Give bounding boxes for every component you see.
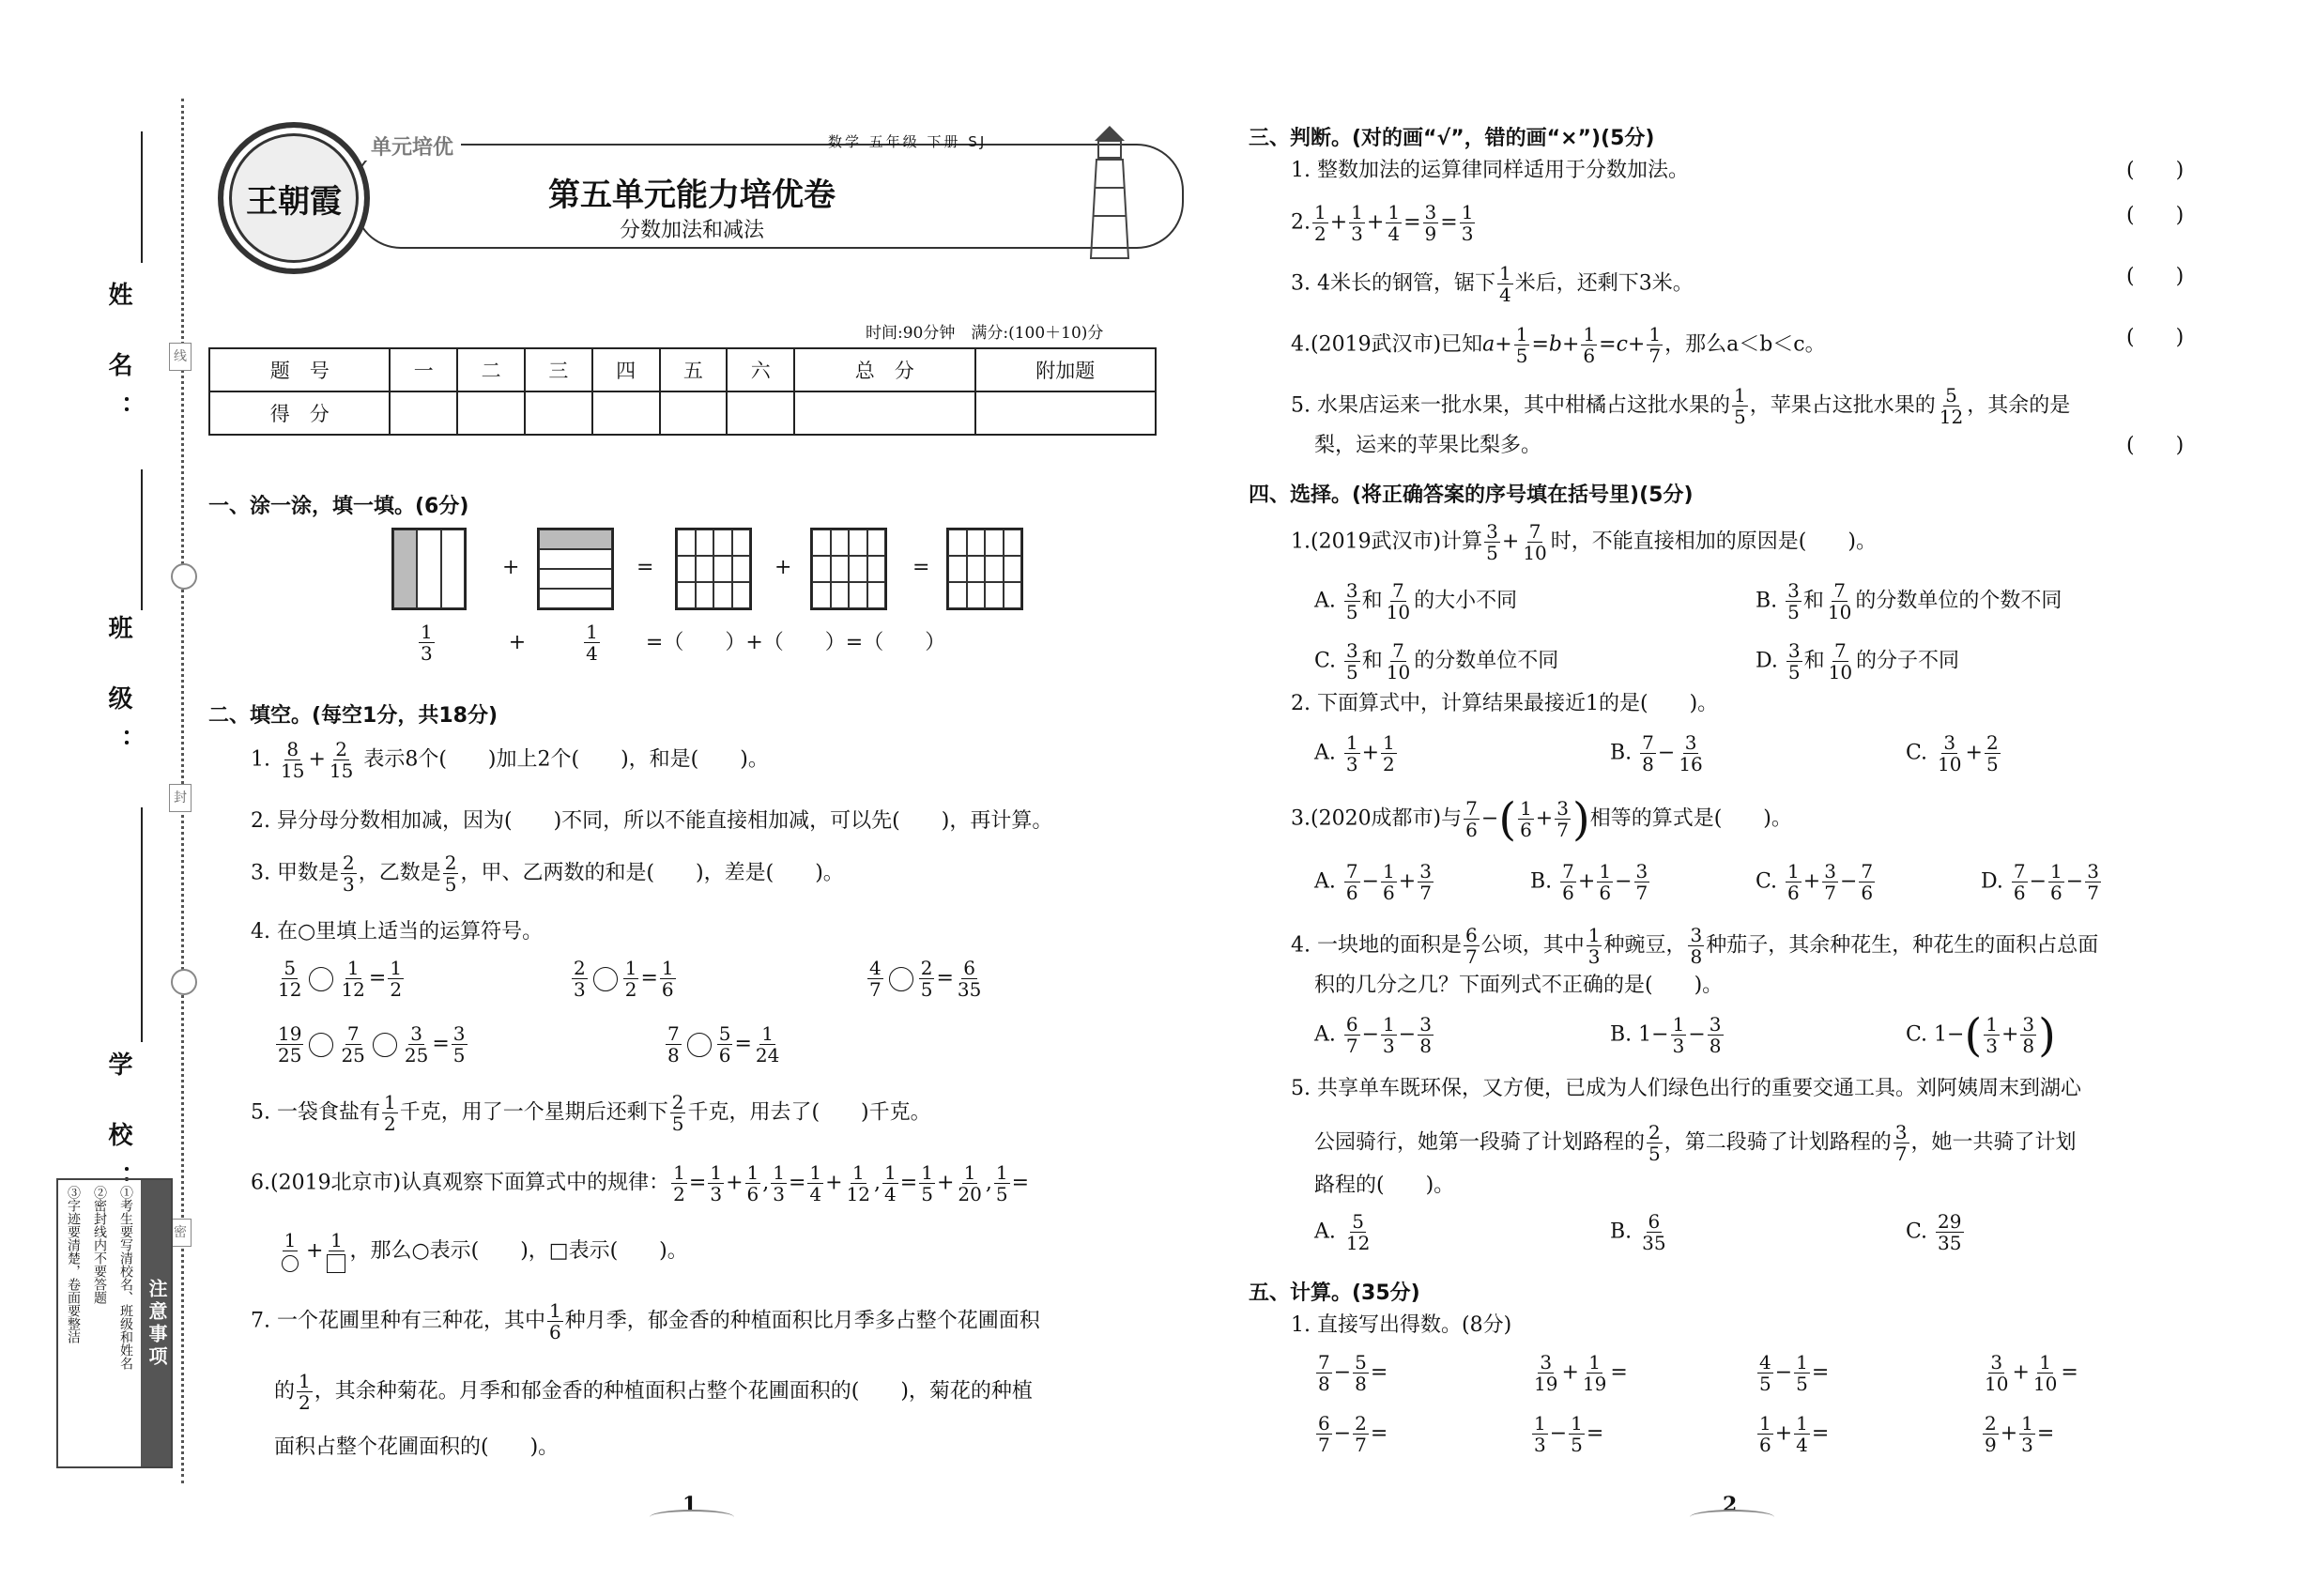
score-header: 六 [727, 348, 794, 391]
score-cell[interactable] [975, 391, 1157, 435]
option-b[interactable]: B. $\frac{6}{35}$ [1610, 1210, 1666, 1254]
operator-circle[interactable] [309, 1033, 333, 1057]
op: + [508, 630, 527, 654]
choice-question: 4. 一块地的面积是 $\frac{6}{7}$ 公顷，其中 $\frac{1}{3}$ 种豌豆， $\frac{3}{8}$ 种茄子，其余种花生，种花生的面积占总面 [1291, 924, 2099, 968]
q-text: 种豌豆， [1603, 933, 1687, 958]
notice-item: ②密封线内不要答题 [92, 1186, 107, 1304]
choice-question: 1.(2019武汉市)计算 $\frac{3}{5}$ + $\frac{7}{10}$ 时，不能直接相加的原因是( )。 [1291, 520, 1877, 564]
choice-question: 2. 下面算式中，计算结果最接近1的是( )。 [1291, 692, 1719, 715]
notice-item: ③字迹要清楚，卷面要整洁 [66, 1186, 81, 1343]
answer-paren[interactable]: ( ) [2126, 159, 2185, 182]
section-1-title: 一、涂一涂，填一填。(6分) [208, 495, 469, 518]
time-info: 时间:90分钟 满分:(100＋10)分 [866, 324, 1104, 343]
page-title: 第五单元能力培优卷 [548, 176, 836, 214]
score-cell[interactable] [794, 391, 974, 435]
judge-item: 1. 整数加法的运算律同样适用于分数加法。 [1291, 159, 1689, 182]
equals-sign: = [912, 556, 930, 579]
section-5-title: 五、计算。(35分) [1249, 1281, 1420, 1305]
choice-question: 3.(2020成都市)与 $\frac{7}{6}$ −( $\frac{1}{6}$ + $\frac{3}{7}$ )相等的算式是( )。 [1291, 792, 1792, 846]
score-cell[interactable] [457, 391, 525, 435]
calc-item[interactable]: $\frac{4}{5}$ − $\frac{1}{5}$ = [1759, 1351, 1830, 1395]
notice-item: ①考生要写清校名、班级和姓名 [118, 1186, 133, 1370]
score-header: 四 [592, 348, 660, 391]
operator-item: $\frac{19}{25}$ $\frac{7}{25}$ $\frac{3}{25}$ = $\frac{3}{5}$ [278, 1022, 466, 1067]
score-header: 二 [457, 348, 525, 391]
q-text: ，第二段骑了计划路程的 [1664, 1130, 1892, 1155]
question: 的 $\frac{1}{2}$ ，其余种菊花。月季和郁金香的种植面积占整个花圃面积的( )，菊花的种植 [274, 1370, 1033, 1414]
q-text: 的大小不同 [1414, 589, 1518, 613]
q-text: 1.(2019武汉市)计算 [1291, 529, 1483, 554]
q-text: 4.(2019武汉市)已知 [1291, 332, 1483, 357]
q-text: ，其余种菊花。月季和郁金香的种植面积占整个花圃面积的( )，菊花的种植 [314, 1379, 1033, 1404]
judge-item: 2. $\frac{1}{2}$ + $\frac{1}{3}$ + $\frac{1}{4}$ = $\frac{3}{9}$ = $\frac{1}{3}$ [1291, 201, 1474, 245]
option-a[interactable]: A. $\frac{5}{12}$ [1314, 1210, 1371, 1254]
class-label: 班 级： [104, 615, 132, 773]
operator-circle[interactable] [889, 967, 913, 991]
q-text: 千克，用了一个星期后还剩下 [399, 1100, 668, 1125]
q-text: 公园骑行，她第一段骑了计划路程的 [1314, 1130, 1646, 1155]
q-text: 的分子不同 [1856, 649, 1960, 673]
cut-mark: 密 [169, 1219, 192, 1247]
score-header: 三 [525, 348, 592, 391]
option-b[interactable]: B. $\frac{7}{8}$ − $\frac{3}{16}$ [1610, 731, 1703, 775]
q-text: 3. 4米长的钢管，锯下 [1291, 271, 1495, 296]
judge-item: 梨，运来的苹果比梨多。 [1314, 434, 1542, 457]
plus-sign: + [502, 556, 520, 579]
answer-blanks[interactable]: =（ ）+（ ）=（ ） [645, 630, 946, 654]
book-meta: 数学 五年级 下册 SJ [828, 133, 988, 150]
q-text: 1. [251, 747, 270, 772]
q-text: 7. 一个花圃里种有三种花，其中 [251, 1309, 545, 1333]
score-header: 总 分 [794, 348, 974, 391]
question: 1. $\frac{8}{15}$ + $\frac{2}{15}$ 表示8个( )加上2个( )，和是( )。 [251, 738, 769, 782]
calc-instruction: 1. 直接写出得数。(8分) [1291, 1313, 1512, 1337]
operator-circle[interactable] [373, 1033, 397, 1057]
lighthouse-icon [1081, 122, 1138, 263]
score-table [208, 347, 1157, 436]
fraction-grid-twelfths[interactable] [810, 528, 887, 610]
notice-box [56, 1178, 173, 1468]
judge-item: 5. 水果店运来一批水果，其中柑橘占这批水果的 $\frac{1}{5}$ ，苹果占这批水果的 $\frac{5}{12}$ ，其余的是 [1291, 384, 2071, 428]
q-text: 和 [1802, 589, 1824, 613]
page-subtitle: 分数加法和减法 [619, 219, 764, 242]
punch-hole-icon [171, 969, 197, 995]
section-4-title: 四、选择。(将正确答案的序号填在括号里)(5分) [1249, 483, 1694, 507]
q-text: ，那么○表示( )，□表示( )。 [349, 1238, 688, 1263]
tagline: 单元培优 [363, 131, 461, 161]
score-cell[interactable] [660, 391, 728, 435]
brand-text: 王朝霞 [246, 182, 342, 221]
q-text: 公顷，其中 [1480, 933, 1585, 958]
option-c[interactable]: C. $\frac{3}{5}$ 和 $\frac{7}{10}$ 的分数单位不同 [1314, 639, 1559, 683]
q-text: 4. 一块地的面积是 [1291, 933, 1462, 958]
calc-item[interactable]: $\frac{3}{10}$ + $\frac{1}{10}$ = [1985, 1351, 2078, 1395]
q-text: 的 [274, 1379, 296, 1404]
wave-ornament [1690, 1510, 1774, 1525]
q-text: 和 [1361, 589, 1383, 613]
option-b[interactable]: B. 1− $\frac{1}{3}$ − $\frac{3}{8}$ [1610, 1013, 1722, 1057]
school-label: 学 校： [104, 1051, 132, 1209]
option-a[interactable]: A. $\frac{6}{7}$ − $\frac{1}{3}$ − $\frac{3}{8}$ [1314, 1013, 1432, 1057]
option-a[interactable]: A. $\frac{3}{5}$ 和 $\frac{7}{10}$ 的大小不同 [1314, 579, 1518, 623]
question: 6.(2019北京市)认真观察下面算式中的规律： $\frac{1}{2}$ = $\frac{1}{3}$ + $\frac{1}{6}$ , $\frac{1}{3}$ = $\frac{1}{4}$ + $\frac{1}{12}$ , $\frac{1}{4}$ = $\frac{1}{5}$ + $\frac{1}{20}$ , $\frac{1}{5}$ = [251, 1161, 1029, 1205]
cut-mark: 线 [169, 343, 192, 371]
q-text: 5. 一袋食盐有 [251, 1100, 380, 1125]
score-header: 附加题 [975, 348, 1157, 391]
option-b[interactable]: B. $\frac{3}{5}$ 和 $\frac{7}{10}$ 的分数单位的个数不同 [1756, 579, 2062, 623]
punch-hole-icon [171, 563, 197, 590]
question: 3. 甲数是 $\frac{2}{3}$ ，乙数是 $\frac{2}{5}$ ，甲、乙两数的和是( )，差是( )。 [251, 852, 844, 896]
option-c[interactable]: C. $\frac{1}{6}$ + $\frac{3}{7}$ − $\frac{7}{6}$ [1756, 860, 1874, 904]
section-2-title: 二、填空。(每空1分，共18分) [208, 704, 498, 728]
answer-paren[interactable]: ( ) [2126, 265, 2185, 288]
option-c[interactable]: C. $\frac{3}{10}$ + $\frac{2}{5}$ [1906, 731, 1999, 775]
q-text: ，那么a＜b＜c。 [1664, 332, 1826, 357]
q-text: 表示8个( )加上2个( )，和是( )。 [363, 747, 769, 772]
answer-paren[interactable]: ( ) [2126, 204, 2185, 227]
page-number: 2 [1723, 1493, 1738, 1517]
calc-item[interactable]: $\frac{3}{19}$ + $\frac{1}{19}$ = [1534, 1351, 1628, 1395]
operator-item: $\frac{4}{7}$ $\frac{2}{5}$ = $\frac{6}{35}$ [869, 957, 982, 1001]
name-field[interactable] [141, 131, 143, 263]
choice-question: 公园骑行，她第一段骑了计划路程的 $\frac{2}{5}$ ，第二段骑了计划路程的 $\frac{3}{7}$ ，她一共骑了计划 [1314, 1121, 2077, 1165]
judge-item: 3. 4米长的钢管，锯下 $\frac{1}{4}$ 米后，还剩下3米。 [1291, 262, 1694, 306]
school-field[interactable] [141, 807, 143, 1042]
q-text: 相等的算式是( )。 [1589, 806, 1792, 831]
q-text: ，乙数是 [358, 861, 441, 885]
question: 2. 异分母分数相加减，因为( )不同，所以不能直接相加减，可以先( )，再计算。 [251, 809, 1053, 833]
calc-item[interactable]: $\frac{1}{3}$ − $\frac{1}{5}$ = [1534, 1412, 1604, 1456]
operator-item: $\frac{7}{8}$ $\frac{5}{6}$ = $\frac{1}{24}$ [667, 1022, 780, 1067]
operator-item: $\frac{5}{12}$ $\frac{1}{12}$ = $\frac{1}{2}$ [278, 957, 403, 1001]
q-text: ，甲、乙两数的和是( )，差是( )。 [460, 861, 844, 885]
fraction-grid-twelfths[interactable] [946, 528, 1023, 610]
choice-question: 积的几分之几？下面列式不正确的是( )。 [1314, 974, 1724, 997]
calc-item[interactable]: $\frac{2}{9}$ + $\frac{1}{3}$ = [1985, 1412, 2055, 1456]
fraction-grid-thirds[interactable] [391, 528, 467, 610]
score-cell[interactable] [390, 391, 457, 435]
q-text: 的分数单位不同 [1414, 649, 1559, 673]
question: 5. 一袋食盐有 $\frac{1}{2}$ 千克，用了一个星期后还剩下 $\frac{2}{5}$ 千克，用去了( )千克。 [251, 1091, 931, 1135]
calc-item[interactable]: $\frac{1}{6}$ + $\frac{1}{4}$ = [1759, 1412, 1830, 1456]
question: 1 + 1 ，那么○表示( )，□表示( )。 [274, 1230, 688, 1273]
plus-sign: + [774, 556, 792, 579]
q-text: 3. 甲数是 [251, 861, 339, 885]
section-3-title: 三、判断。(对的画“√”，错的画“×”)(5分) [1249, 127, 1655, 150]
score-header: 五 [660, 348, 728, 391]
fraction-row: $\frac{1}{3}$ + $\frac{1}{4}$ =（ ）+（ ）=（ ） [421, 621, 946, 665]
option-c[interactable]: C. $\frac{29}{35}$ [1906, 1210, 1962, 1254]
question: 4. 在○里填上适当的运算符号。 [251, 920, 544, 944]
calc-item[interactable]: $\frac{6}{7}$ − $\frac{2}{7}$ = [1318, 1412, 1388, 1456]
score-cell[interactable] [592, 391, 660, 435]
choice-question: 5. 共享单车既环保，又方便，已成为人们绿色出行的重要交通工具。刘阿姨周末到湖心 [1291, 1077, 2081, 1100]
question: 面积占整个花圃面积的( )。 [274, 1435, 560, 1459]
option-d[interactable]: D. $\frac{7}{6}$ − $\frac{1}{6}$ − $\frac{3}{7}$ [1981, 860, 2099, 904]
score-cell[interactable] [727, 391, 794, 435]
choice-question: 路程的( )。 [1314, 1174, 1455, 1197]
page-number: 1 [682, 1493, 698, 1517]
q-text: ，她一共骑了计划 [1910, 1130, 2077, 1155]
q-text: 米后，还剩下3米。 [1514, 271, 1694, 296]
q-text: 的分数单位的个数不同 [1855, 589, 2062, 613]
operator-circle[interactable] [593, 967, 618, 991]
fraction-grid-twelfths[interactable] [675, 528, 752, 610]
option-a[interactable]: A. $\frac{1}{3}$ + $\frac{1}{2}$ [1314, 731, 1395, 775]
q-text: 时，不能直接相加的原因是( )。 [1550, 529, 1877, 554]
class-field[interactable] [141, 469, 143, 610]
answer-paren[interactable]: ( ) [2126, 434, 2185, 457]
option-d[interactable]: D. $\frac{3}{5}$ 和 $\frac{7}{10}$ 的分子不同 [1756, 639, 1960, 683]
q-text: 和 [1361, 649, 1383, 673]
option-c[interactable]: C. 1−( $\frac{1}{3}$ + $\frac{3}{8}$ ) [1906, 1008, 2056, 1062]
q-text: 千克，用去了( )千克。 [687, 1100, 931, 1125]
question: 7. 一个花圃里种有三种花，其中 $\frac{1}{6}$ 种月季，郁金香的种植面积比月季多占整个花圃面积 [251, 1299, 1040, 1343]
wave-ornament [650, 1510, 734, 1525]
calc-item[interactable]: $\frac{7}{8}$ − $\frac{5}{8}$ = [1318, 1351, 1388, 1395]
q-text: 和 [1803, 649, 1825, 673]
q-text: 种茄子，其余种花生，种花生的面积占总面 [1706, 933, 2099, 958]
q-text: 6.(2019北京市)认真观察下面算式中的规律： [251, 1171, 670, 1195]
q-text: ，苹果占这批水果的 [1749, 393, 1936, 418]
q-text: 种月季，郁金香的种植面积比月季多占整个花圃面积 [564, 1309, 1040, 1333]
equals-sign: = [636, 556, 654, 579]
operator-circle[interactable] [309, 967, 333, 991]
option-b[interactable]: B. $\frac{7}{6}$ + $\frac{1}{6}$ − $\frac{3}{7}$ [1530, 860, 1648, 904]
judge-item: 4.(2019武汉市)已知a+ $\frac{1}{5}$ =b+ $\frac{1}{6}$ =c+ $\frac{1}{7}$ ，那么a＜b＜c。 [1291, 323, 1826, 367]
answer-paren[interactable]: ( ) [2126, 326, 2185, 349]
notice-title: 注意事项 [141, 1180, 171, 1466]
name-label: 姓 名： [104, 282, 132, 439]
option-a[interactable]: A. $\frac{7}{6}$ − $\frac{1}{6}$ + $\frac{3}{7}$ [1314, 860, 1432, 904]
operator-item: $\frac{2}{3}$ $\frac{1}{2}$ = $\frac{1}{6}$ [574, 957, 674, 1001]
score-header: 一 [390, 348, 457, 391]
binding-margin [0, 0, 197, 1596]
operator-circle[interactable] [687, 1033, 712, 1057]
score-label: 得 分 [209, 391, 390, 435]
fraction-grid-quarters[interactable] [537, 528, 614, 610]
q-text: 3.(2020成都市)与 [1291, 806, 1463, 831]
cut-mark: 封 [169, 784, 192, 812]
score-header: 题 号 [209, 348, 390, 391]
q-text: ，其余的是 [1967, 393, 2071, 418]
q-text: 5. 水果店运来一批水果，其中柑橘占这批水果的 [1291, 393, 1730, 418]
score-cell[interactable] [525, 391, 592, 435]
